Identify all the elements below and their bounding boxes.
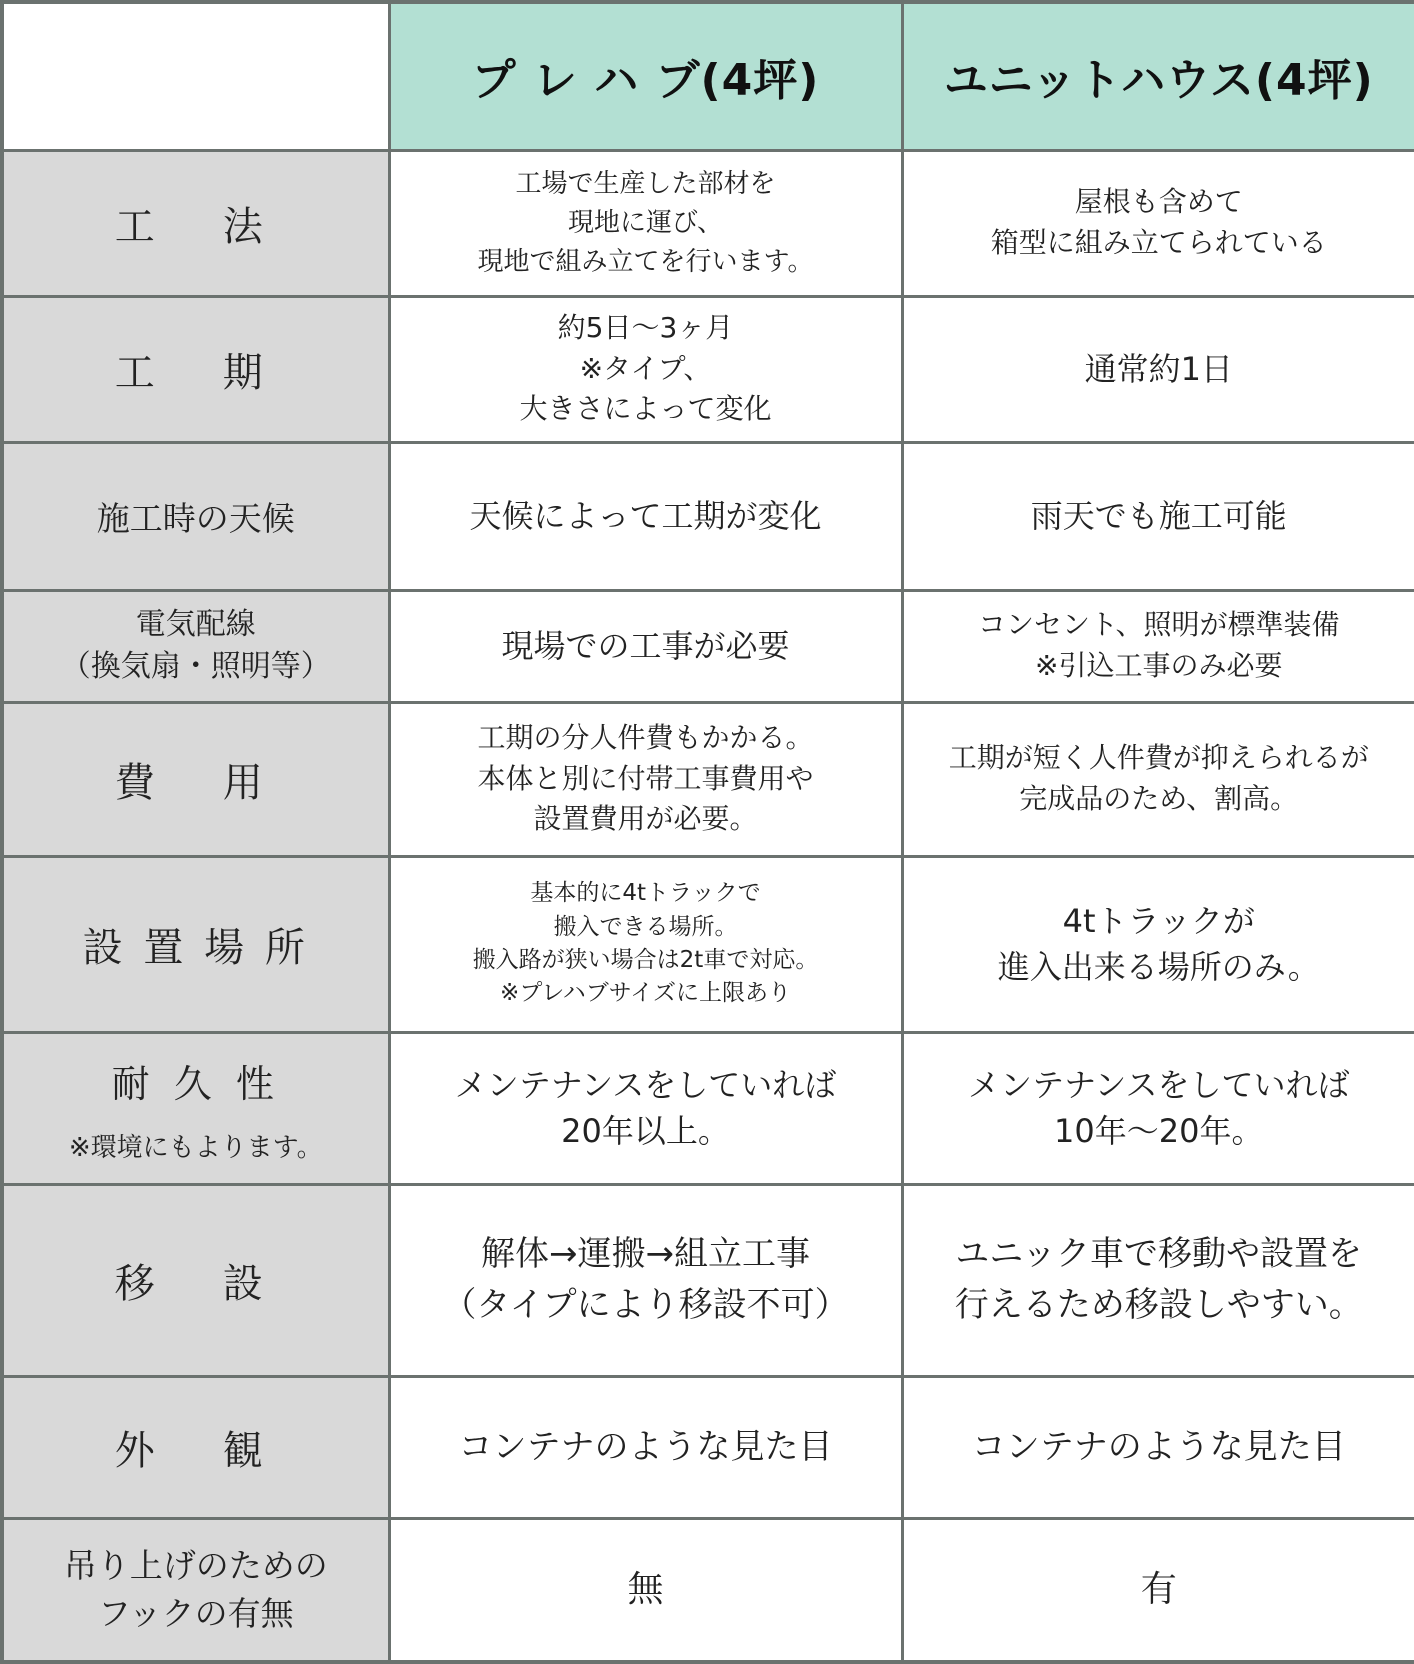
unit-relocation: ユニック車で移動や設置を 行えるため移設しやすい。 (902, 1184, 1414, 1376)
unit-hook: 有 (902, 1518, 1414, 1662)
row-label-weather: 施工時の天候 (2, 442, 389, 590)
prefab-construction-method: 工場で生産した部材を 現地に運び、 現地で組み立てを行います。 (389, 150, 902, 296)
row-label-relocation: 移 設 (2, 1184, 389, 1376)
prefab-appearance: コンテナのような見た目 (389, 1376, 902, 1518)
table-row-relocation (2, 1184, 1414, 1376)
row-label-construction-period: 工 期 (2, 296, 389, 442)
row-label-hook: 吊り上げのための フックの有無 (2, 1518, 389, 1662)
prefab-construction-period: 約5日〜3ヶ月 ※タイプ、 大きさによって変化 (389, 296, 902, 442)
row-label-cost: 費 用 (2, 702, 389, 856)
table-row-construction-period (2, 296, 1414, 442)
unit-weather: 雨天でも施工可能 (902, 442, 1414, 590)
table-row-hook (2, 1518, 1414, 1662)
prefab-weather: 天候によって工期が変化 (389, 442, 902, 590)
table-row-cost (2, 702, 1414, 856)
table-row-appearance (2, 1376, 1414, 1518)
row-label-electrical: 電気配線 （換気扇・照明等） (2, 590, 389, 702)
unit-durability: メンテナンスをしていれば 10年〜20年。 (902, 1032, 1414, 1184)
prefab-location: 基本的に4tトラックで 搬入できる場所。 搬入路が狭い場合は2t車で対応。 ※プレハブサイズに上限あり (389, 856, 902, 1032)
row-label-construction-method: 工 法 (2, 150, 389, 296)
table-row-durability (2, 1032, 1414, 1184)
table-row-location (2, 856, 1414, 1032)
unit-construction-period: 通常約1日 (902, 296, 1414, 442)
corner-cell (2, 2, 389, 150)
prefab-relocation: 解体→運搬→組立工事 （タイプにより移設不可） (389, 1184, 902, 1376)
row-label-durability-note: ※環境にもよります。 (68, 1132, 323, 1163)
column-header-prefab: プ レ ハ ブ(4坪) (389, 2, 902, 150)
table-row-construction-method (2, 150, 1414, 296)
unit-location: 4tトラックが 進入出来る場所のみ。 (902, 856, 1414, 1032)
prefab-hook: 無 (389, 1518, 902, 1662)
unit-electrical: コンセント、照明が標準装備 ※引込工事のみ必要 (902, 590, 1414, 702)
header-row (2, 2, 1414, 150)
unit-cost: 工期が短く人件費が抑えられるが 完成品のため、割高。 (902, 702, 1414, 856)
table-row-weather (2, 442, 1414, 590)
column-header-unit-house: ユニットハウス(4坪) (902, 2, 1414, 150)
table-row-electrical (2, 590, 1414, 702)
row-label-durability-cell (2, 1032, 389, 1184)
unit-appearance: コンテナのような見た目 (902, 1376, 1414, 1518)
row-label-appearance: 外 観 (2, 1376, 389, 1518)
unit-construction-method: 屋根も含めて 箱型に組み立てられている (902, 150, 1414, 296)
prefab-electrical: 現場での工事が必要 (389, 590, 902, 702)
row-label-durability: 耐 久 性 (111, 1061, 280, 1106)
prefab-durability: メンテナンスをしていれば 20年以上。 (389, 1032, 902, 1184)
prefab-cost: 工期の分人件費もかかる。 本体と別に付帯工事費用や 設置費用が必要。 (389, 702, 902, 856)
row-label-location: 設 置 場 所 (2, 856, 389, 1032)
